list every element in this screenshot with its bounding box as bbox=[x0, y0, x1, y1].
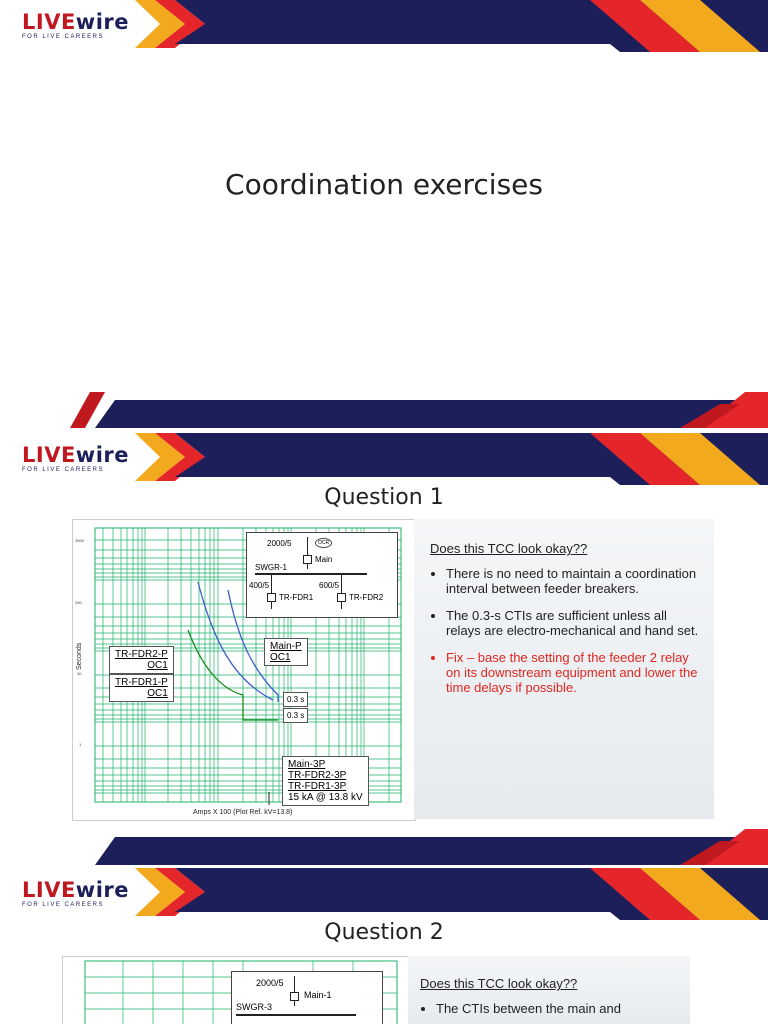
cti-label-2: 0.3 s bbox=[283, 708, 308, 723]
tcc-plot-2 bbox=[62, 956, 410, 1024]
livewire-logo: LIVEwire FOR LIVE CAREERS bbox=[22, 10, 129, 40]
svg-text:1000: 1000 bbox=[75, 538, 84, 543]
slide-title: Coordination exercises bbox=[225, 168, 543, 201]
livewire-logo: LIVEwire FOR LIVE CAREERS bbox=[22, 443, 129, 473]
question-heading: Does this TCC look okay?? bbox=[430, 541, 588, 556]
slide-2 bbox=[0, 433, 768, 865]
slide-3 bbox=[0, 868, 768, 1024]
bullet-2: • The 0.3-s CTIs are sufficient unless all relays are electro-mechanical and hand set. bbox=[446, 608, 700, 638]
label-main: Main-P OC1 bbox=[264, 638, 308, 666]
one-line-diagram-2: 2000/5 Main-1 SWGR-3 bbox=[231, 971, 383, 1024]
question-heading: Does this TCC look okay?? bbox=[420, 976, 578, 991]
tcc-plot bbox=[72, 519, 416, 821]
cti-label-1: 0.3 s bbox=[283, 692, 308, 707]
slide-title: Question 1 bbox=[324, 485, 444, 510]
slide-title: Question 2 bbox=[324, 920, 444, 945]
y-axis-label: Seconds bbox=[76, 642, 83, 670]
svg-text:100: 100 bbox=[75, 600, 82, 605]
one-line-diagram: 2000/5 OCR Main SWGR-1 400/5 600/5 TR-FDR1 TR-FDR2 bbox=[246, 532, 398, 618]
livewire-logo: LIVEwire FOR LIVE CAREERS bbox=[22, 878, 129, 908]
fix-bullet: • Fix – base the setting of the feeder 2 relay on its downstream equipment and lower the time delays if possible. bbox=[446, 650, 700, 695]
svg-text:10: 10 bbox=[77, 671, 82, 676]
bullet-1: • The CTIs between the main and bbox=[436, 1001, 678, 1016]
explanation-panel bbox=[414, 519, 714, 819]
fault-label: Main-3P TR-FDR2-3P TR-FDR1-3P 15 kA @ 13.8 kV bbox=[282, 756, 369, 806]
label-fdr1: TR-FDR1-P OC1 bbox=[109, 674, 174, 702]
slide-1 bbox=[0, 0, 768, 428]
x-axis-label: Amps X 100 (Plot Ref. kV=13.8) bbox=[193, 809, 293, 816]
bullet-1: • There is no need to maintain a coordination interval between feeder breakers. bbox=[446, 566, 700, 596]
svg-text:1: 1 bbox=[79, 742, 82, 747]
footer-banner bbox=[0, 392, 768, 428]
answer-bullets bbox=[430, 566, 700, 695]
label-fdr2: TR-FDR2-P OC1 bbox=[109, 646, 174, 674]
explanation-panel-2 bbox=[408, 956, 690, 1024]
footer-banner bbox=[0, 829, 768, 865]
